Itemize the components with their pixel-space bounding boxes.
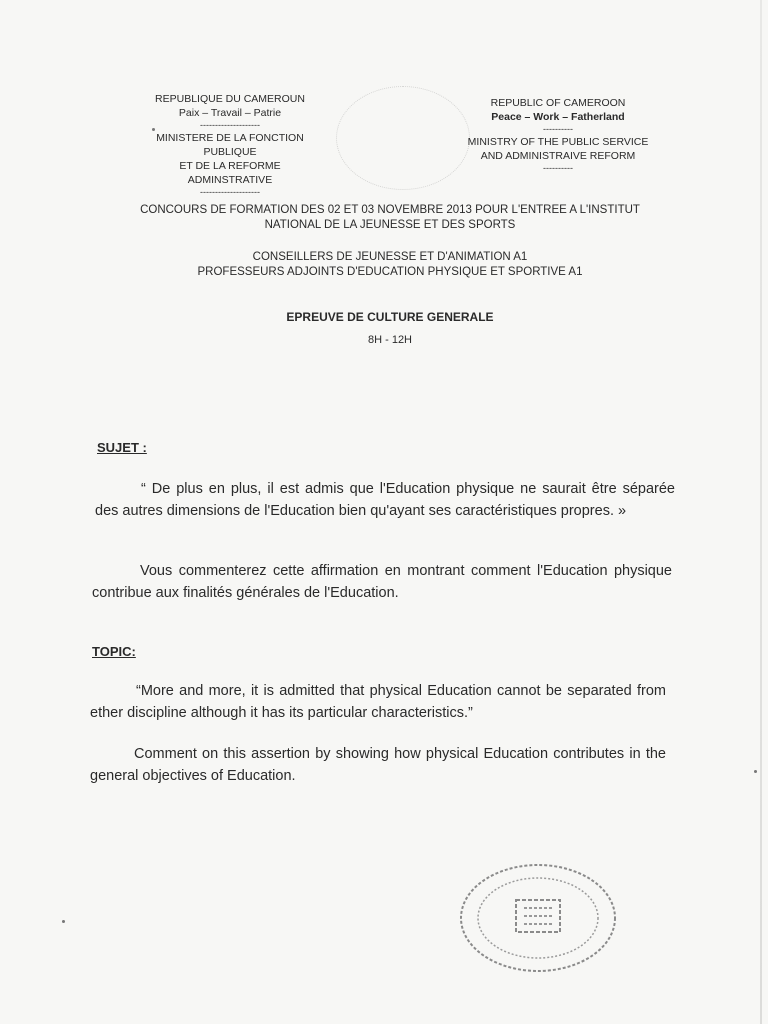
separator: ----------	[543, 124, 573, 134]
speck	[754, 770, 757, 773]
concours-line2: NATIONAL DE LA JEUNESSE ET DES SPORTS	[264, 219, 516, 231]
epreuve-title: EPREUVE DE CULTURE GENERALE	[286, 310, 494, 324]
page-edge	[760, 0, 762, 1024]
motto-fr: Paix – Travail – Patrie	[178, 107, 282, 119]
ministry-en-line2: AND ADMINISTRAIVE REFORM	[480, 150, 636, 162]
separator: ----------	[543, 163, 573, 173]
faint-seal-icon	[336, 86, 470, 190]
country-en: REPUBLIC OF CAMEROON	[490, 97, 626, 109]
ministry-fr-line1: MINISTERE DE LA FONCTION PUBLIQUE	[156, 132, 304, 158]
postes-block	[100, 250, 680, 280]
separator: --------------------	[200, 187, 260, 197]
ministry-fr-line2: ET DE LA REFORME ADMINSTRATIVE	[179, 160, 281, 186]
topic-quote: “More and more, it is admitted that physical Education cannot be separated from ether discipline although it has its particular characteristics.”	[90, 683, 666, 721]
motto-en: Peace – Work – Fatherland	[491, 111, 625, 123]
speck	[62, 920, 65, 923]
header-right	[458, 96, 658, 174]
sujet-heading: SUJET :	[97, 440, 147, 455]
speck	[152, 128, 155, 131]
exam-duration: 8H - 12H	[367, 334, 413, 346]
header-left	[140, 92, 320, 198]
ministry-en-line1: MINISTRY OF THE PUBLIC SERVICE	[467, 136, 649, 148]
country-fr: REPUBLIQUE DU CAMEROUN	[155, 93, 305, 105]
seal-icon	[458, 862, 618, 974]
topic-heading: TOPIC:	[92, 644, 136, 659]
sujet-quote: “ De plus en plus, il est admis que l'Education physique ne saurait être séparée des autres dimensions de l'Education bien qu'ayant ses caractéristiques propres. »	[95, 481, 675, 519]
separator: --------------------	[200, 120, 260, 130]
topic-instruction: Comment on this assertion by showing how physical Education contributes in the general objectives of Education.	[90, 746, 666, 784]
concours-line1: CONCOURS DE FORMATION DES 02 ET 03 NOVEMBRE 2013 POUR L'ENTREE A L'INSTITUT	[140, 204, 640, 216]
concours-title	[100, 203, 680, 233]
poste-line2: PROFESSEURS ADJOINTS D'EDUCATION PHYSIQUE ET SPORTIVE A1	[197, 266, 583, 278]
sujet-instruction: Vous commenterez cette affirmation en montrant comment l'Education physique contribue aux finalités générales de l'Education.	[92, 563, 672, 601]
poste-line1: CONSEILLERS DE JEUNESSE ET D'ANIMATION A1	[252, 251, 528, 263]
